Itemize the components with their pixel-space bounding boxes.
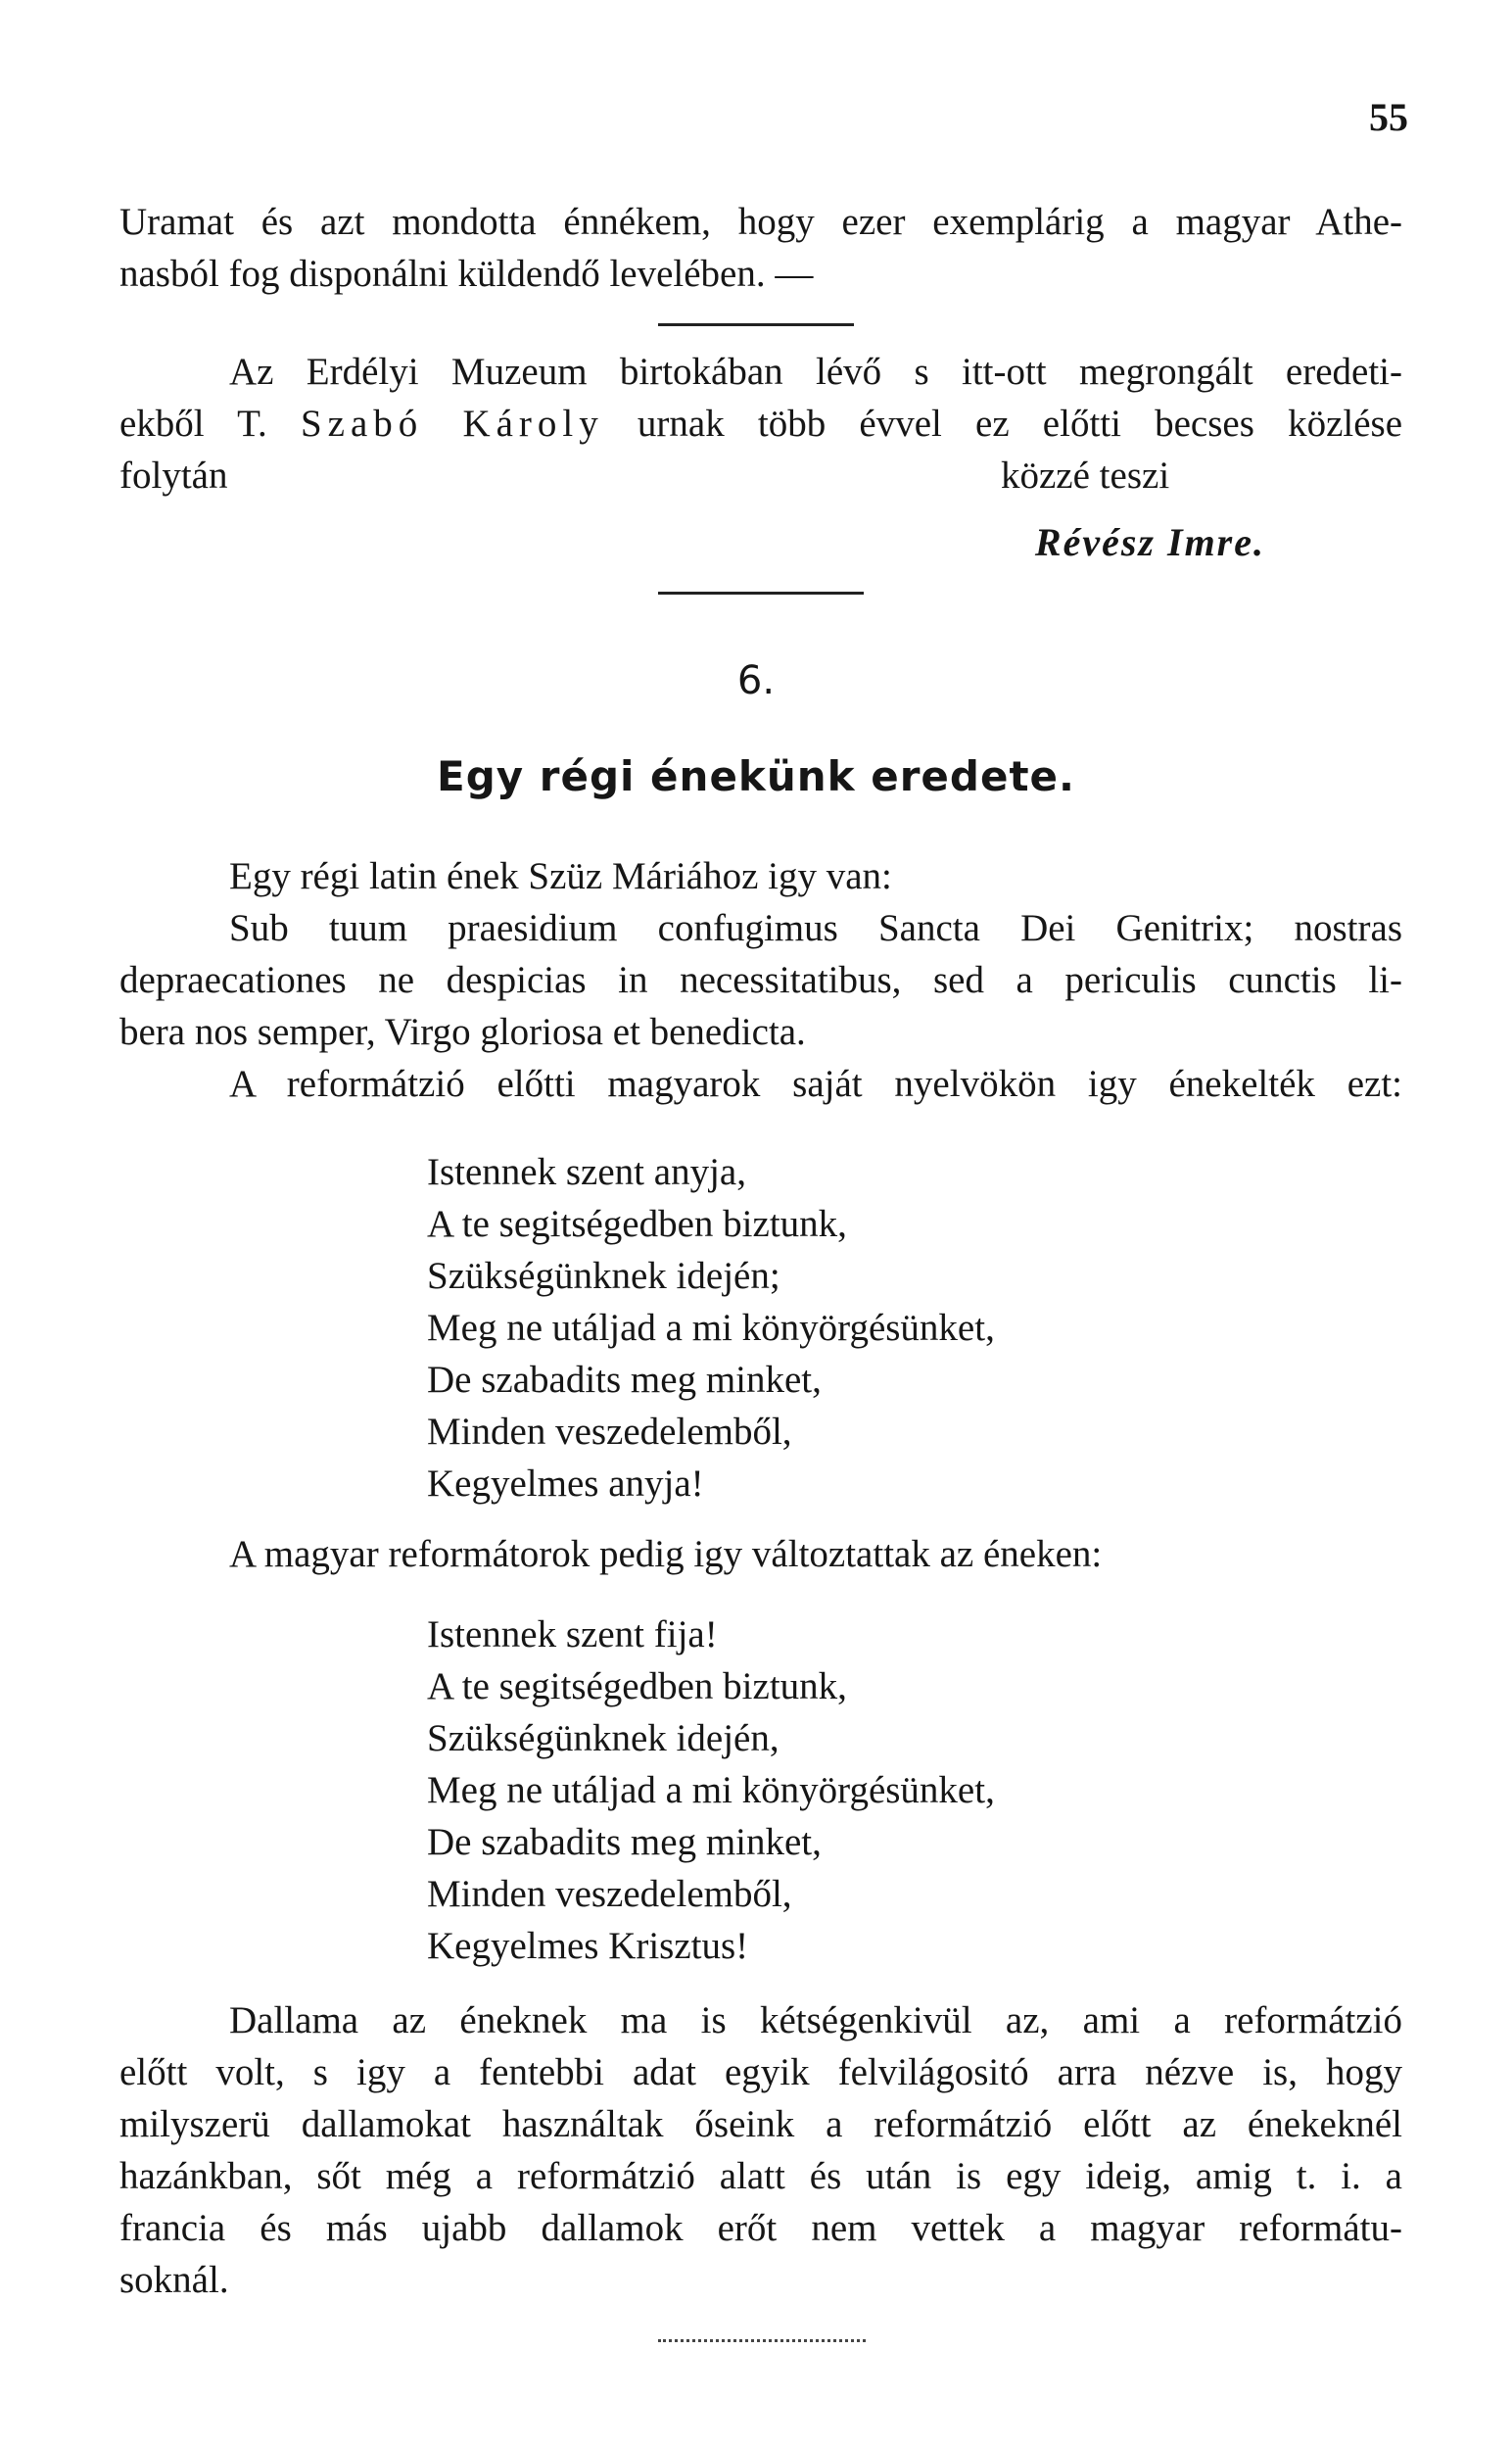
text-fragment: ekből T.: [119, 403, 267, 445]
text-line: A magyar reformátorok pedig igy változtattak az éneken:: [229, 1533, 1103, 1575]
poem-line: A te segitségedben biztunk,: [427, 1665, 847, 1707]
text-line: Egy régi latin ének Szüz Máriához igy van:: [229, 855, 892, 897]
body-paragraph: [119, 1058, 1402, 1110]
text-fragment: folytán: [119, 455, 228, 497]
poem-line: Szükségünknek idején;: [427, 1255, 780, 1297]
body-paragraph: [119, 1528, 1402, 1580]
text-line: Uramat és azt mondotta énnékem, hogy ezer exemplárig a magyar Athe-: [119, 201, 1402, 243]
poem-line: Kegyelmes Krisztus!: [427, 1925, 749, 1967]
poem-line: Istennek szent fija!: [427, 1613, 718, 1655]
poem-line: Istennek szent anyja,: [427, 1151, 746, 1193]
intro-paragraph: [119, 196, 1402, 300]
text-line: nasból fog disponálni küldendő levelében. —: [119, 253, 814, 295]
page-number: 55: [1369, 95, 1408, 139]
text-line: depraecationes ne despicias in necessitatibus, sed a periculis cunctis li-: [119, 959, 1402, 1001]
section-number: 6.: [736, 658, 776, 703]
poem-line: Minden veszedelemből,: [427, 1411, 792, 1453]
text-line: [119, 450, 1402, 502]
text-line: bera nos semper, Virgo gloriosa et benedicta.: [119, 1011, 806, 1053]
poem-line: Meg ne utáljad a mi könyörgésünket,: [427, 1307, 995, 1349]
text-line: hazánkban, sőt még a reformátzió alatt és után is egy ideig, amig t. i. a: [119, 2155, 1402, 2197]
end-rule: [658, 2339, 866, 2342]
text-line: francia és más ujabb dallamok erőt nem vettek a magyar reformátu-: [119, 2207, 1402, 2249]
poem-reformed: [427, 1608, 995, 1972]
text-line: [119, 398, 1402, 450]
author-name: Szabó Károly: [300, 403, 604, 445]
poem-line: A te segitségedben biztunk,: [427, 1203, 847, 1245]
poem-line: Minden veszedelemből,: [427, 1873, 792, 1915]
separator-rule: [658, 592, 864, 595]
text-line: A reformátzió előtti magyarok saját nyelvökön igy énekelték ezt:: [229, 1063, 1402, 1105]
poem-line: De szabadits meg minket,: [427, 1359, 822, 1401]
poem-line: Szükségünknek idején,: [427, 1717, 780, 1759]
text-line: Az Erdélyi Muzeum birtokában lévő s itt-ott megrongált eredeti-: [229, 351, 1402, 393]
separator-rule: [658, 323, 854, 326]
text-line: milyszerü dallamokat használtak őseink a reformátzió előtt az énekeknél: [119, 2103, 1402, 2145]
poem-line: De szabadits meg minket,: [427, 1821, 822, 1863]
text-line: Dallama az éneknek ma is kétségenkivül az, ami a reformátzió: [229, 1999, 1402, 2041]
text-line: Sub tuum praesidium confugimus Sancta Dei Genitrix; nostras: [229, 907, 1402, 949]
text-line: előtt volt, s igy a fentebbi adat egyik felvilágositó arra nézve is, hogy: [119, 2051, 1402, 2093]
poem-original: [427, 1146, 995, 1510]
text-fragment: urnak több évvel ez előtti becses közlése: [637, 403, 1403, 445]
poem-line: Kegyelmes anyja!: [427, 1463, 704, 1505]
section-title: Egy régi énekünk eredete.: [437, 752, 1075, 800]
body-paragraph: [119, 1994, 1402, 2306]
text-fragment: közzé teszi: [1001, 455, 1170, 497]
text-line: soknál.: [119, 2259, 229, 2301]
poem-line: Meg ne utáljad a mi könyörgésünket,: [427, 1769, 995, 1811]
signature: Révész Imre.: [1034, 520, 1265, 564]
body-paragraph: [119, 850, 1402, 1058]
source-note: [119, 346, 1402, 502]
